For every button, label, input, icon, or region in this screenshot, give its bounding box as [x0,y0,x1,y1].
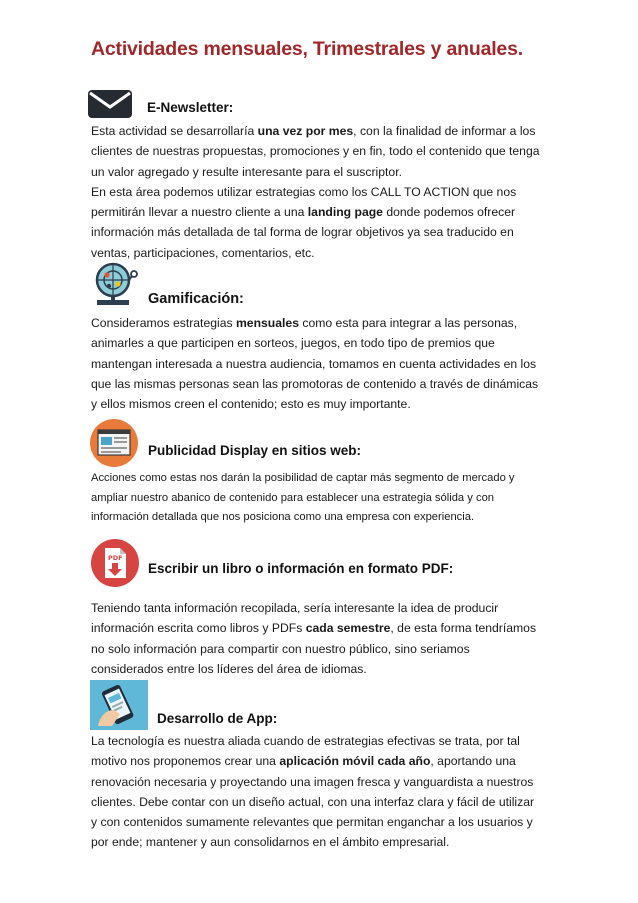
bold-text: landing page [307,205,383,220]
text-run: , de esta forma tendríamos no solo información para compartir con nuestro público, sino seriamos considerados entre los líderes del área de idiomas. [91,621,537,676]
text-run: Consideramos estrategias [91,316,236,330]
section-body-display [91,469,543,528]
text-run: , aportando una renovación necesaria y proyectando una imagen fresca y vanguardista a nuestros clientes. Debe contar con un diseño actual, con una interfaz clara y fácil de utilizar y con contenidos sumamente relevantes que permitan enganchar a los usuarios y por ende; mantener y aun consolidarnos en el ámbito empresarial. [91,754,535,850]
bold-text: mensuales [235,316,299,330]
paragraph [91,731,543,853]
text-run: Acciones como estas nos darán la posibilidad de captar más segmento de mercado y ampliar nuestro abanico de contenido para establecer una estrategia sólida y con información detallada que nos posiciona como una empresa con experiencia. [91,472,515,523]
envelope-icon [88,90,132,118]
section-heading-pdf: Escribir un libro o información en formato PDF: [148,561,454,576]
text-run: Esta actividad se desarrollaría [91,124,258,138]
bold-text: cada semestre [305,621,391,636]
page-title: Actividades mensuales, Trimestrales y anuales. [91,38,523,60]
paragraph [91,469,543,528]
browser-window-icon [89,418,139,468]
text-run: En esta área podemos utilizar estrategias como los CALL TO ACTION que nos permitirán llevar a nuestro cliente a una [91,184,517,220]
section-heading-app: Desarrollo de App: [157,711,278,726]
lottery-drum-icon [91,262,139,306]
paragraph [91,598,543,679]
text-run: como esta para integrar a las personas, animarles a que participen en sorteos, juegos, en todo tipo de premios que mantengan interesada a nuestra audiencia, tomamos en cuenta actividades en los que las mismas personas sean las promotoras de contenido a través de dinámicas y ellos mismos creen el contenido; esto es muy importante. [91,316,539,412]
pdf-download-icon [90,538,140,588]
text-run: Teniendo tanta información recopilada, sería interesante la idea de producir información escrita como libros y PDFs [91,601,499,636]
bold-text: una vez por mes [257,124,354,138]
paragraph [91,182,543,263]
section-heading-newsletter: E-Newsletter: [147,100,234,115]
text-run: donde podemos ofrecer información más detallada de tal forma de lograr objetivos ya sea traducido en ventas, participaciones, comentarios, etc. [91,205,516,260]
section-body-gamification [91,313,543,414]
smartphone-hand-icon [90,680,148,730]
svg-text:PDF: PDF [108,554,123,562]
paragraph [91,313,543,414]
section-heading-gamification: Gamificación: [148,291,244,307]
section-body-pdf [91,598,543,679]
section-body-newsletter [91,121,543,263]
section-heading-display: Publicidad Display en sitios web: [148,443,362,458]
bold-text: aplicación móvil cada año [279,754,431,769]
text-run: La tecnología es nuestra aliada cuando de estrategias efectivas se trata, por tal motivo nos proponemos crear una [91,734,520,769]
text-run: , con la finalidad de informar a los clientes de nuestras propuestas, promociones y en fin, todo el contenido que tenga un valor agregado y resulte interesante para el suscriptor. [91,124,540,179]
section-body-app [91,731,543,853]
paragraph [91,121,543,182]
